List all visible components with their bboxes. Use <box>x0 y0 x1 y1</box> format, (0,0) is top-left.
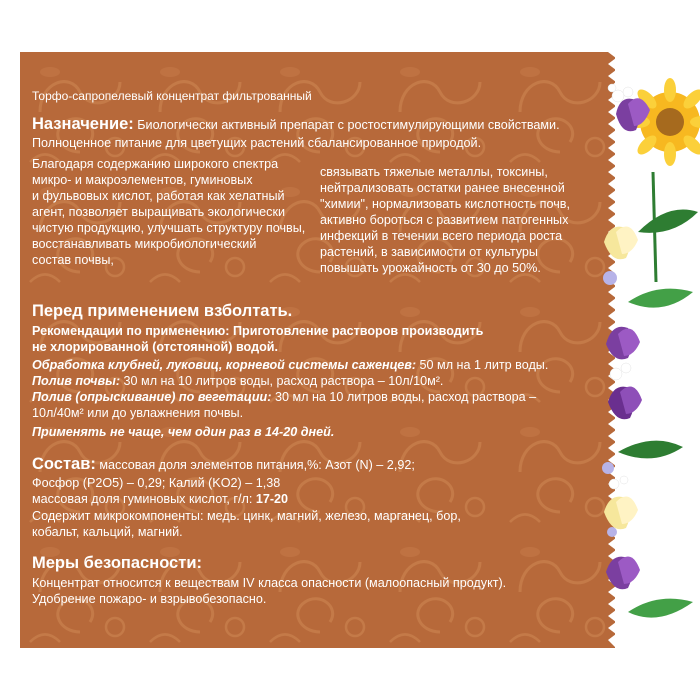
tulip-icon <box>604 227 638 260</box>
safety-text-1: Концентрат относится к веществам IV класса опасности (малоопасный продукт). <box>32 576 507 590</box>
desc-left-line: восстанавливать микробиологический <box>32 237 257 251</box>
composition-text-4: Содержит микрокомпоненты: медь. цинк, магний, железо, марганец, бор, <box>32 509 461 523</box>
usage-tubers-label: Обработка клубней, луковиц, корневой системы саженцев: <box>32 358 417 372</box>
desc-left-line: чистую продукцию, улучшать структуру почвы, <box>32 221 306 235</box>
usage-soil-text: 30 мл на 10 литров воды, расход раствора – 10л/10м². <box>120 374 444 388</box>
composition-text-1: массовая доля элементов питания,%: Азот (N) – 2,92; <box>95 458 415 472</box>
product-subtitle: Торфо-сапропелевый концентрат фильтрованный <box>32 89 312 103</box>
safety-heading: Меры безопасности: <box>32 554 202 572</box>
composition-humic-text: массовая доля гуминовых кислот, г/л: <box>32 492 256 506</box>
desc-left-line: агент, позволяет выращивать экологически <box>32 205 285 219</box>
tulip-icon <box>606 557 640 590</box>
composition-line-1 <box>32 456 415 473</box>
desc-right-line: активно бороться с развитием патогенных <box>320 213 569 227</box>
recommend-line-1: Рекомендации по применению: Приготовление растворов производить <box>32 324 484 338</box>
purpose-text-1: Биологически активный препарат с ростостимулирующими свойствами. <box>137 118 560 132</box>
usage-soil-label: Полив почвы: <box>32 374 121 388</box>
safety-text-2: Удобрение пожаро- и взрывобезопасно. <box>32 592 267 606</box>
purpose-line-1 <box>32 116 560 133</box>
composition-heading: Состав: <box>32 455 96 473</box>
usage-spray-text: 30 мл на 10 литров воды, расход раствора – <box>271 390 537 404</box>
purpose-heading: Назначение: <box>32 115 134 133</box>
shake-heading: Перед применением взболтать. <box>32 302 293 320</box>
desc-right-line: нейтрализовать остатки ранее внесенной <box>320 181 565 195</box>
tulip-icon <box>606 327 640 360</box>
composition-line-3 <box>32 491 288 507</box>
desc-left-line: Благодаря содержанию широкого спектра <box>32 157 279 171</box>
tulip-icon <box>608 387 642 420</box>
composition-text-2: Фосфор (P2O5) – 0,29; Калий (KO2) – 1,38 <box>32 476 281 490</box>
desc-right-line: инфекций в течении всего периода роста <box>320 229 563 243</box>
usage-soil <box>32 373 443 389</box>
usage-spray <box>32 389 536 405</box>
daisy-icon <box>608 84 633 489</box>
desc-right-line: связывать тяжелые металлы, токсины, <box>320 165 548 179</box>
desc-left-line: состав почвы, <box>32 253 114 267</box>
composition-text-5: кобальт, кальций, магний. <box>32 525 183 539</box>
desc-right-line: повышать урожайность от 30 до 50%. <box>320 261 541 275</box>
desc-left-line: микро- и макроэлементов, гуминовых <box>32 173 253 187</box>
usage-spray-text-2: 10л/40м² или до увлажнения почвы. <box>32 406 244 420</box>
composition-humic-value: 17-20 <box>255 492 289 506</box>
usage-tubers <box>32 357 548 373</box>
flower-decoration <box>598 52 700 648</box>
usage-tubers-text: 50 мл на 1 литр воды. <box>416 358 549 372</box>
purpose-text-2: Полноценное питание для цветущих растений сбалансированное природой. <box>32 136 482 150</box>
tulip-icon <box>604 497 638 530</box>
usage-spray-label: Полив (опрыскивание) по вегетации: <box>32 390 272 404</box>
usage-frequency: Применять не чаще, чем один раз в 14-20 дней. <box>32 425 335 439</box>
desc-right-line: "химии", нормализовать кислотность почв, <box>320 197 570 211</box>
desc-right-line: растений, в зависимости от культуры <box>320 245 538 259</box>
desc-left-line: и фульвовых кислот, работая как хелатный <box>32 189 285 203</box>
recommend-line-2: не хлорированной (отстоянной) водой. <box>32 340 279 354</box>
